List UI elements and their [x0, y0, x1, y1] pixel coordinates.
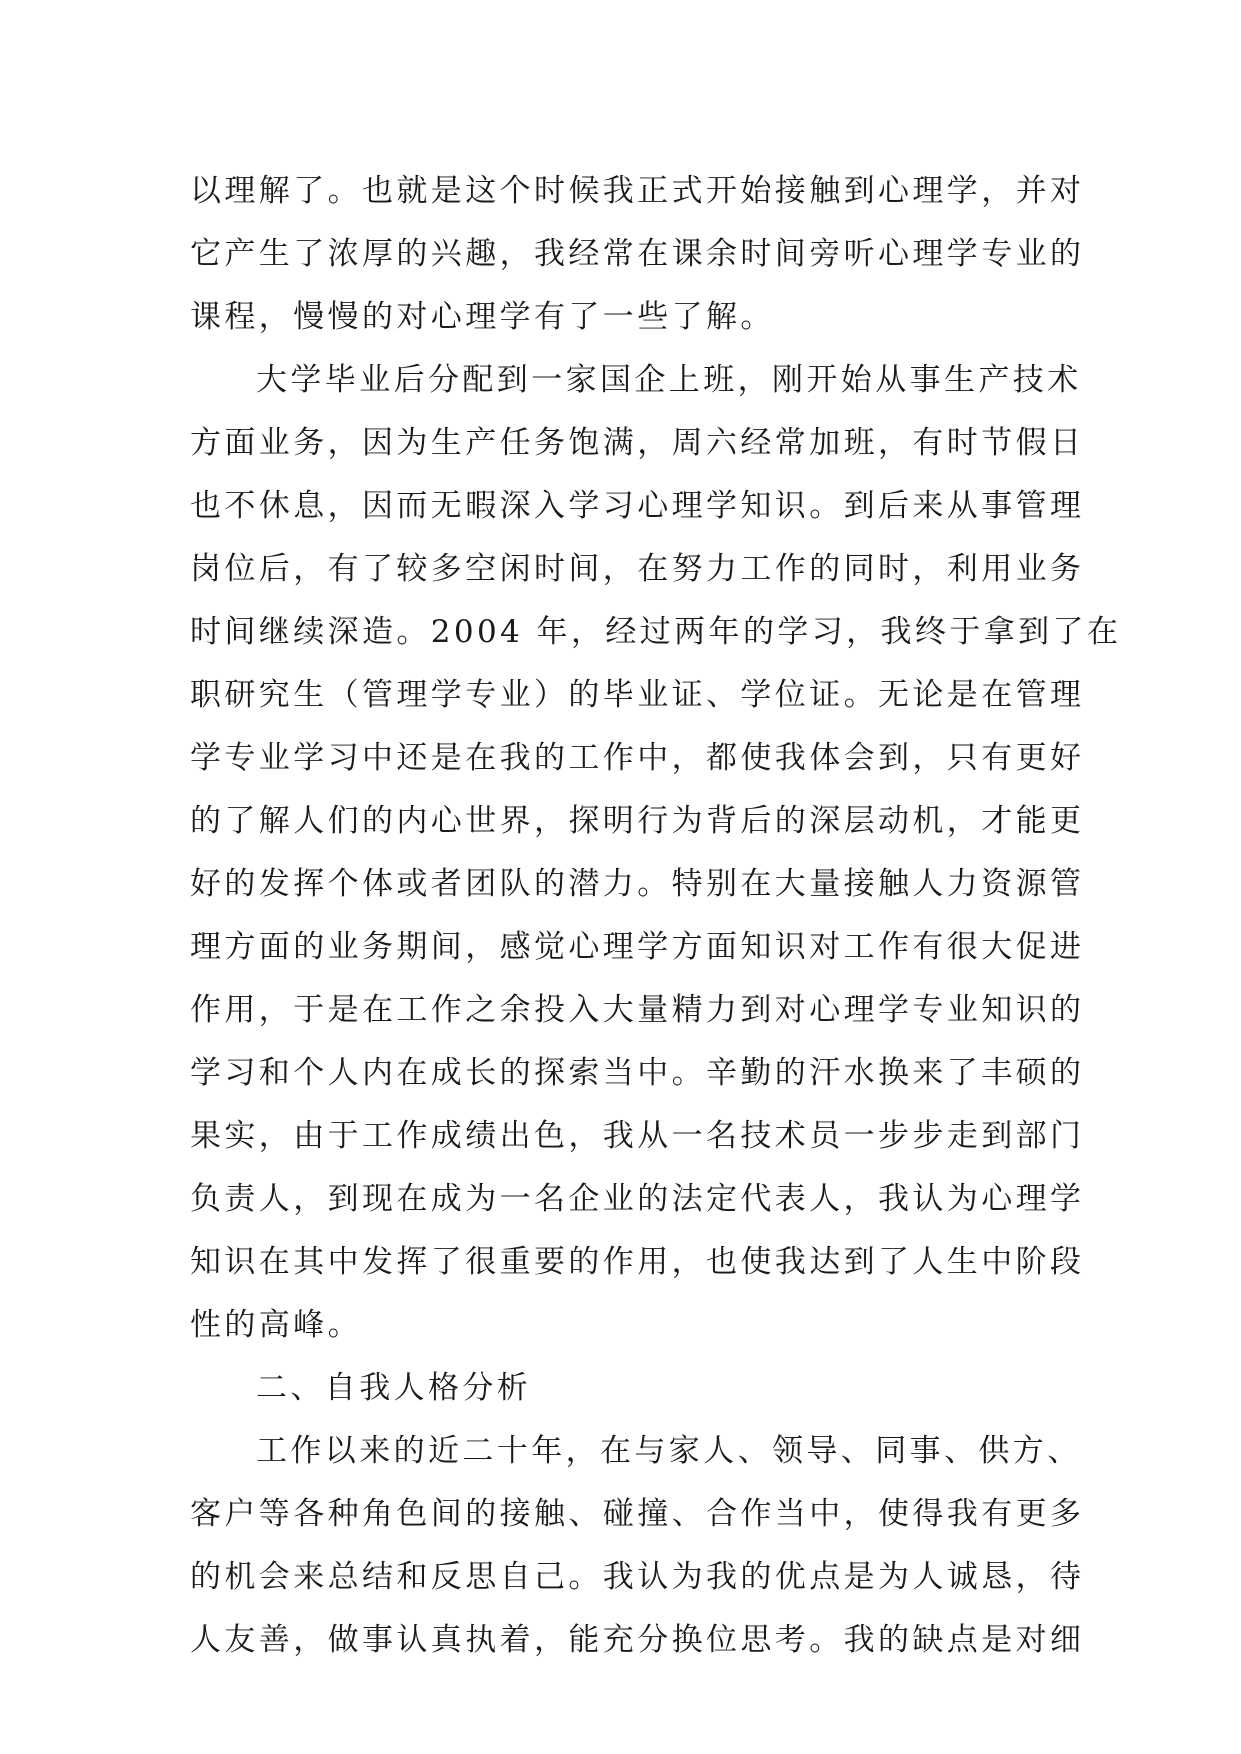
text-line: 学习和个人内在成长的探索当中。辛勤的汗水换来了丰硕的 [190, 1055, 1085, 1091]
text-line: 性的高峰。 [190, 1307, 362, 1343]
text-line: 课程，慢慢的对心理学有了一些了解。 [190, 299, 775, 335]
text-line: 职研究生（管理学专业）的毕业证、学位证。无论是在管理 [190, 677, 1085, 713]
text-line: 的了解人们的内心世界，探明行为背后的深层动机，才能更 [190, 803, 1085, 839]
text-line: 作用，于是在工作之余投入大量精力到对心理学专业知识的 [190, 992, 1085, 1028]
text-line: 理方面的业务期间，感觉心理学方面知识对工作有很大促进 [190, 929, 1085, 965]
body-text [190, 160, 1122, 1672]
text-line: 负责人，到现在成为一名企业的法定代表人，我认为心理学 [190, 1181, 1085, 1217]
section-heading: 二、自我人格分析 [256, 1370, 532, 1406]
text-line: 也不休息，因而无暇深入学习心理学知识。到后来从事管理 [190, 488, 1085, 524]
text-line: 学专业学习中还是在我的工作中，都使我体会到，只有更好 [190, 740, 1085, 776]
text-line: 果实，由于工作成绩出色，我从一名技术员一步步走到部门 [190, 1118, 1085, 1154]
text-line: 它产生了浓厚的兴趣，我经常在课余时间旁听心理学专业的 [190, 236, 1085, 272]
text-line: 人友善，做事认真执着，能充分换位思考。我的缺点是对细 [190, 1622, 1085, 1658]
text-line: 知识在其中发挥了很重要的作用，也使我达到了人生中阶段 [190, 1244, 1085, 1280]
text-line: 好的发挥个体或者团队的潜力。特别在大量接触人力资源管 [190, 866, 1085, 902]
paragraph-first-line: 大学毕业后分配到一家国企上班，刚开始从事生产技术 [256, 362, 1082, 398]
text-line: 时间继续深造。2004 年，经过两年的学习，我终于拿到了在 [190, 614, 1122, 650]
text-line: 客户等各种角色间的接触、碰撞、合作当中，使得我有更多 [190, 1496, 1085, 1532]
text-line: 方面业务，因为生产任务饱满，周六经常加班，有时节假日 [190, 425, 1085, 461]
text-line: 的机会来总结和反思自己。我认为我的优点是为人诚恳，待 [190, 1559, 1085, 1595]
text-line: 以理解了。也就是这个时候我正式开始接触到心理学，并对 [190, 173, 1085, 209]
text-line: 岗位后，有了较多空闲时间，在努力工作的同时，利用业务 [190, 551, 1085, 587]
paragraph-first-line: 工作以来的近二十年，在与家人、领导、同事、供方、 [256, 1433, 1082, 1469]
